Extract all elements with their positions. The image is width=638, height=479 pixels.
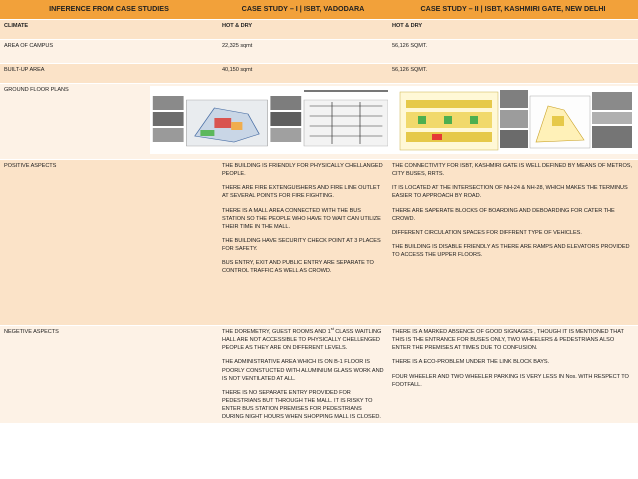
positive-2-item: THE CONNECTIVITY FOR ISBT, KASHMIRI GATE IS WELL DEFINED BY MEANS OF METROS, CITY BUSES, RRTS. bbox=[392, 163, 632, 178]
vadodara-plan-collage bbox=[150, 86, 388, 154]
positive-1-item: THE BUILDING IS FRIENDLY FOR PHYSICALLY CHELLANGED PEOPLE. bbox=[222, 163, 383, 178]
label-positive: POSITIVE ASPECTS bbox=[0, 160, 218, 326]
positive-1-item: BUS ENTRY, EXIT AND PUBLIC ENTRY ARE SEPARATE TO CONTROL TRAFFIC AS WELL AS CROWD. bbox=[222, 260, 374, 275]
negative-case-1 bbox=[218, 326, 388, 424]
positive-1-item: THE BUILDING HAVE SECURITY CHECK POINT AT 3 PLACES FOR SAFETY. bbox=[222, 237, 381, 252]
row-climate bbox=[0, 20, 638, 40]
row-plans bbox=[0, 84, 638, 160]
negative-1-first-post: CLASS WAITLING HALL ARE NOT ACCESSIBLE TO PHYSICALLY CHELLENGED PEOPLE AS THEY ARE ON DIFFERENT LEVELS. bbox=[222, 329, 382, 352]
label-plans: GROUND FLOOR PLANS bbox=[0, 84, 218, 160]
header-inference: INFERENCE FROM CASE STUDIES bbox=[0, 0, 218, 20]
negative-1-first-sup: st bbox=[330, 326, 334, 332]
label-climate: CLIMATE bbox=[0, 20, 218, 40]
area-campus-case-1: 22,325 sqmt bbox=[218, 40, 388, 64]
built-up-case-2: 56,126 SQMT. bbox=[388, 64, 638, 84]
positive-1-item: THERE IS A MALL AREA CONNECTED WITH THE BUS STATION SO THE PEOPLE WHO HAVE TO WAIT CAN UTILIZE THEIR TIME IN THE MALL. bbox=[222, 207, 381, 230]
label-built-up: BUILT-UP AREA bbox=[0, 64, 218, 84]
negative-1-item: THERE IS NO SEPARATE ENTRY PROVIDED FOR PEDESTRIANS BUT THROUGH THE MALL. IT IS RISKY TO ENTER BUS STATION PREMISES FOR PEDESTRIANS DURING NIGHT HOURS WHEN SHOPPING MALL IS CLOSED. bbox=[222, 389, 381, 421]
row-area-campus bbox=[0, 40, 638, 64]
negative-2-item: THERE IS A ECO-PROBLEM UNDER THE LINK BLOCK BAYS. bbox=[392, 359, 550, 366]
positive-case-1 bbox=[218, 160, 388, 326]
climate-case-2: HOT & DRY bbox=[388, 20, 638, 40]
negative-2-item: THERE IS A MARKED ABSENCE OF GOOD SIGNAGES , THOUGH IT IS MENTIONED THAT THIS IS THE ENTRANCE FOR BUSES ONLY, TWO WHEELERS & PEDESTRIANS ALSO ENTER THE PREMISES AT TIMES DUE TO CONFUSION. bbox=[392, 329, 624, 352]
kashmiri-gate-plan-collage bbox=[388, 86, 638, 154]
header-row bbox=[0, 0, 638, 20]
negative-1-first-pre: THE DOREMETRY, GUEST ROOMS AND 1 bbox=[222, 329, 331, 336]
label-negative: NEGETIVE ASPECTS bbox=[0, 326, 218, 424]
positive-2-item: IT IS LOCATED AT THE INTERSECTION OF NH-24 & NH-28, WHICH MAKES THE TERMINUS EASIER TO APPROACH BY ROAD. bbox=[392, 185, 628, 200]
built-up-case-1: 40,150 sqmt bbox=[218, 64, 388, 84]
negative-1-item: THE ADMINISTRATIVE AREA WHICH IS ON B-1 FLOOR IS POORLY CONSTUCTED WITH ALUMINIUM GLASS WORK AND IS NOT VENTILATED AT ALL. bbox=[222, 359, 384, 382]
negative-case-2 bbox=[388, 326, 638, 424]
plan-case-1 bbox=[218, 84, 388, 160]
row-negative bbox=[0, 326, 638, 424]
area-campus-case-2: 56,126 SQMT. bbox=[388, 40, 638, 64]
climate-case-1: HOT & DRY bbox=[218, 20, 388, 40]
positive-2-item: DIFFERENT CIRCULATION SPACES FOR DIFFRENT TYPE OF VEHICLES. bbox=[392, 229, 582, 236]
header-case-study-2: CASE STUDY – II | ISBT, KASHMIRI GATE, NEW DELHI bbox=[388, 0, 638, 20]
header-case-study-1: CASE STUDY – I | ISBT, VADODARA bbox=[218, 0, 388, 20]
negative-1-item bbox=[222, 328, 384, 352]
positive-2-item: THERE ARE SAPERATE BLOCKS OF BOARDING AND DEBOARDING FOR CATER THE CROWD. bbox=[392, 207, 615, 222]
row-built-up bbox=[0, 64, 638, 84]
positive-1-item: THERE ARE FIRE EXTENGUISHERS AND FIRE LINE OUTLET AT SEVERAL POINTS FOR FIRE FIGHTING. bbox=[222, 185, 380, 200]
plan-case-2 bbox=[388, 84, 638, 160]
row-positive bbox=[0, 160, 638, 326]
positive-2-item: THE BUILDING IS DISABLE FRIENDLY AS THERE ARE RAMPS AND ELEVATORS PROVIDED TO ACCESS THE UPPER FLOORS. bbox=[392, 243, 630, 258]
positive-case-2 bbox=[388, 160, 638, 326]
label-area-campus: AREA OF CAMPUS bbox=[0, 40, 218, 64]
negative-2-item: FOUR WHEELER AND TWO WHEELER PARKING IS VERY LESS IN Nos. WITH RESPECT TO FOOTFALL. bbox=[392, 373, 629, 388]
